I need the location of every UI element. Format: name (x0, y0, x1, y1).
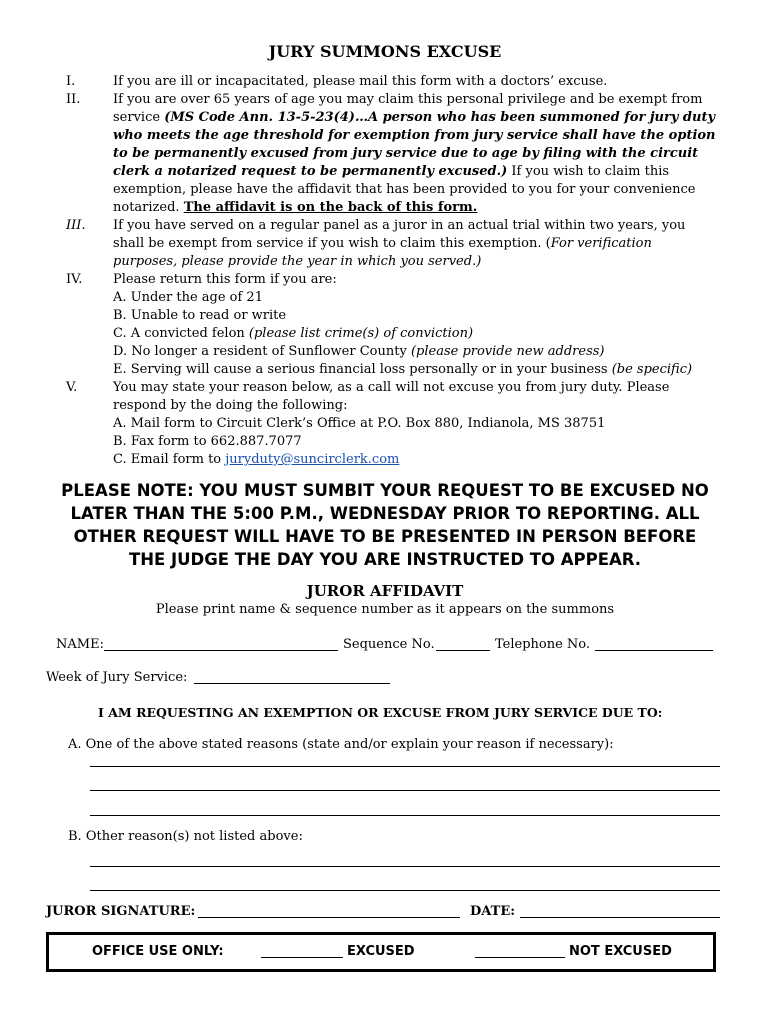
item-text: purposes, please provide the year in which you served.) (113, 254, 482, 269)
reason-a-line-2[interactable] (90, 790, 720, 791)
option-b-label: B. Other reason(s) not listed above: (68, 829, 303, 844)
item-text: to be permanently excused from jury service due to age by filing with the circuit (113, 146, 699, 161)
request-heading: I AM REQUESTING AN EXEMPTION OR EXCUSE FROM JURY SERVICE DUE TO: (98, 705, 663, 720)
notice-line: PLEASE NOTE: YOU MUST SUMBIT YOUR REQUEST TO BE EXCUSED NO (61, 481, 709, 500)
week-label: Week of Jury Service: (46, 670, 188, 685)
email-link[interactable]: juryduty@suncirclerk.com (225, 452, 400, 467)
not-excused-label: NOT EXCUSED (569, 944, 672, 959)
item-text: Please return this form if you are: (113, 272, 337, 287)
option-a-label: A. One of the above stated reasons (state and/or explain your reason if necessary): (68, 737, 614, 752)
sequence-field[interactable] (436, 650, 490, 651)
item-text: If you have served on a regular panel as a juror in an actual trial within two years, you (113, 218, 686, 233)
not-excused-blank[interactable] (475, 957, 565, 958)
week-field[interactable] (194, 683, 390, 684)
sub-item: C. Email form to juryduty@suncirclerk.com (113, 452, 400, 467)
sub-item: D. No longer a resident of Sunflower County (please provide new address) (113, 344, 605, 359)
name-field[interactable] (104, 650, 338, 651)
item-number: III. (66, 218, 86, 233)
sub-item: E. Serving will cause a serious financial loss personally or in your business (be specific) (113, 362, 693, 377)
telephone-label: Telephone No. (495, 637, 591, 652)
item-text: who meets the age threshold for exemption from jury service shall have the option (113, 128, 716, 143)
affidavit-subtitle: Please print name & sequence number as it appears on the summons (155, 602, 615, 617)
notice-line: OTHER REQUEST WILL HAVE TO BE PRESENTED IN PERSON BEFORE (73, 527, 697, 546)
date-label: DATE: (470, 904, 516, 919)
item-text: clerk a notarized request to be permanently excused.) If you wish to claim this (113, 164, 670, 179)
office-use-label: OFFICE USE ONLY: (92, 944, 224, 959)
reason-a-line-3[interactable] (90, 815, 720, 816)
item-number: II. (66, 92, 81, 107)
item-text: If you are over 65 years of age you may claim this personal privilege and be exempt from (113, 92, 703, 107)
name-label: NAME: (56, 637, 104, 652)
sequence-label: Sequence No. (343, 637, 435, 652)
item-text: exemption, please have the affidavit that has been provided to you for your convenience (113, 182, 696, 197)
item-text: respond by the doing the following: (113, 398, 348, 413)
notice-line: LATER THAN THE 5:00 P.M., WEDNESDAY PRIOR TO REPORTING. ALL (70, 504, 700, 523)
reason-a-line-1[interactable] (90, 766, 720, 767)
item-number: IV. (66, 272, 83, 287)
item-text: If you are ill or incapacitated, please mail this form with a doctors’ excuse. (113, 74, 608, 89)
excused-blank[interactable] (261, 957, 343, 958)
item-number: V. (66, 380, 78, 395)
sub-item: B. Unable to read or write (113, 308, 287, 323)
office-use-box (46, 932, 716, 972)
sub-item: B. Fax form to 662.887.7077 (113, 434, 302, 449)
item-text: notarized. The affidavit is on the back of this form. (113, 200, 478, 215)
item-number: I. (66, 74, 76, 89)
reason-b-line-1[interactable] (90, 866, 720, 867)
signature-field[interactable] (198, 917, 460, 918)
form-title: JURY SUMMONS EXCUSE (268, 42, 502, 61)
item-text: You may state your reason below, as a call will not excuse you from jury duty. Please (113, 380, 670, 395)
signature-label: JUROR SIGNATURE: (46, 904, 196, 919)
sub-item: A. Under the age of 21 (113, 290, 263, 305)
item-text: service (MS Code Ann. 13-5-23(4)…A person who has been summoned for jury duty (113, 110, 716, 125)
affidavit-title: JUROR AFFIDAVIT (306, 582, 464, 600)
excused-label: EXCUSED (347, 944, 415, 959)
sub-item: C. A convicted felon (please list crime(s) of conviction) (113, 326, 474, 341)
date-field[interactable] (520, 917, 720, 918)
item-text: shall be exempt from service if you wish to claim this exemption. (For verification (113, 236, 652, 251)
telephone-field[interactable] (595, 650, 713, 651)
notice-line: THE JUDGE THE DAY YOU ARE INSTRUCTED TO APPEAR. (128, 550, 642, 569)
reason-b-line-2[interactable] (90, 890, 720, 891)
sub-item: A. Mail form to Circuit Clerk’s Office at P.O. Box 880, Indianola, MS 38751 (113, 416, 606, 431)
